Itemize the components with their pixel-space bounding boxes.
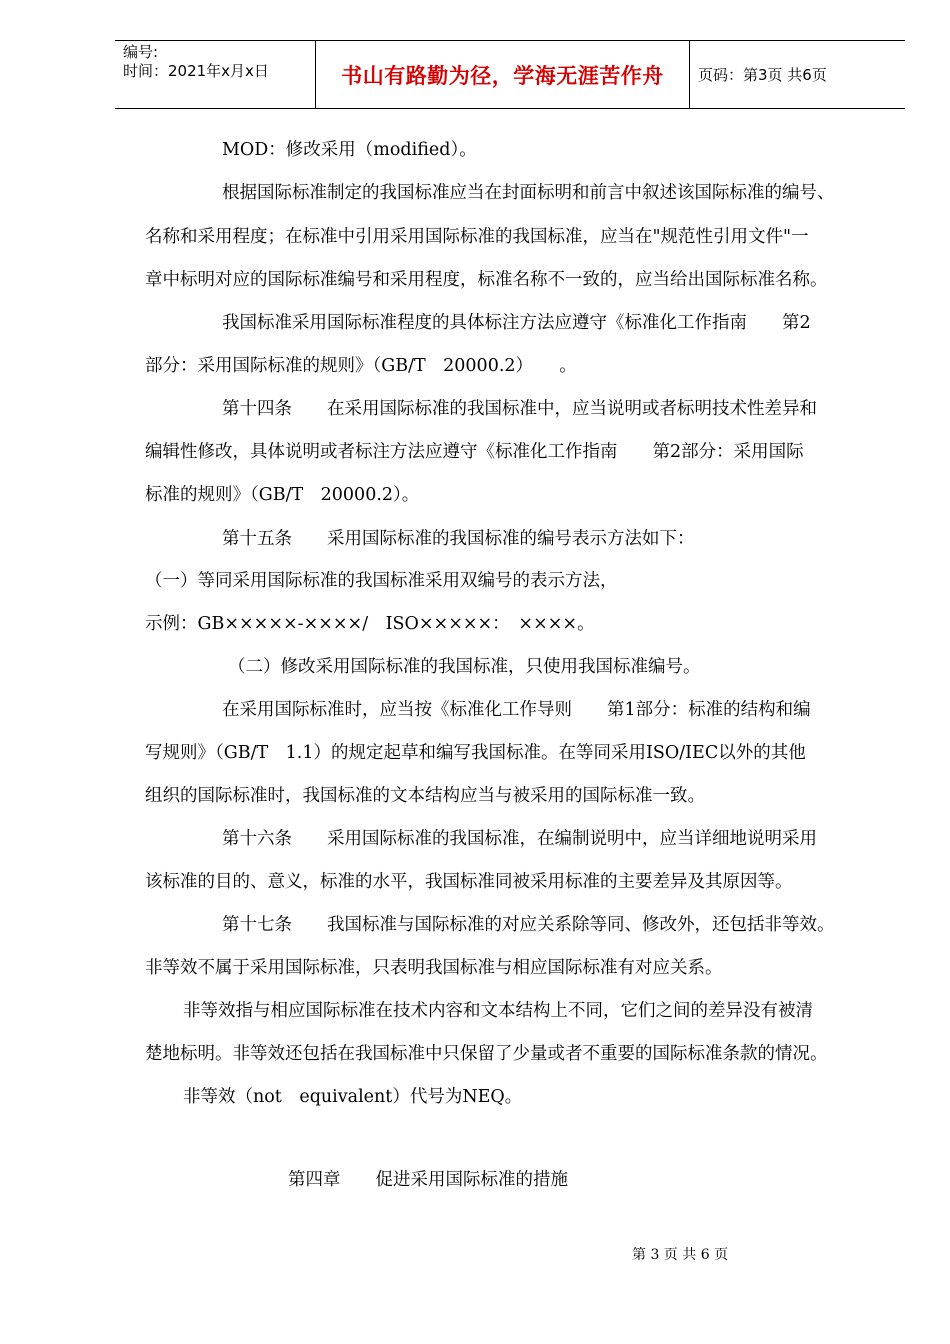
paragraph-line: 该标准的目的、意义，标准的水平，我国标准同被采用标准的主要差异及其原因等。	[145, 872, 793, 892]
paragraph-line: 在采用国际标准时，应当按《标准化工作导则 第1部分：标准的结构和编	[222, 700, 811, 720]
page-footer: 第 3 页 共 6 页	[632, 1247, 729, 1263]
paragraph-line: 第十七条 我国标准与国际标准的对应关系除等同、修改外，还包括非等效。	[222, 915, 835, 935]
paragraph-line: 编辑性修改，具体说明或者标注方法应遵守《标准化工作指南 第2部分：采用国际	[145, 442, 804, 462]
header-meta	[115, 41, 316, 108]
header-motto: 书山有路勤为径，学海无涯苦作舟	[341, 63, 664, 88]
paragraph-line: MOD：修改采用（modified）。	[222, 140, 477, 160]
article-heading-line: 第十五条 采用国际标准的我国标准的编号表示方法如下：	[222, 529, 695, 549]
chapter-heading: 第四章 促进采用国际标准的措施	[288, 1170, 568, 1190]
header-page-cell	[690, 41, 905, 108]
paragraph-line: 我国标准采用国际标准程度的具体标注方法应遵守《标准化工作指南 第2	[222, 313, 811, 333]
header-page-number: 页码：第3页 共6页	[698, 66, 827, 84]
page-header	[115, 40, 905, 109]
document-time-label: 时间：2021年x月x日	[123, 62, 269, 80]
paragraph-line: （二）修改采用国际标准的我国标准，只使用我国标准编号。	[228, 657, 701, 677]
paragraph-line: 标准的规则》（GB/T 20000.2）。	[145, 485, 420, 505]
paragraph-line: 楚地标明。非等效还包括在我国标准中只保留了少量或者不重要的国际标准条款的情况。	[145, 1044, 828, 1064]
paragraph-line: 组织的国际标准时，我国标准的文本结构应当与被采用的国际标准一致。	[145, 786, 705, 806]
paragraph-line: 第十六条 采用国际标准的我国标准，在编制说明中，应当详细地说明采用	[222, 829, 817, 849]
paragraph-line: 非等效指与相应国际标准在技术内容和文本结构上不同，它们之间的差异没有被清	[183, 1001, 813, 1021]
document-number-label: 编号:	[123, 43, 159, 61]
paragraph-line: 章中标明对应的国际标准编号和采用程度，标准名称不一致的，应当给出国际标准名称。	[145, 270, 828, 290]
paragraph-line: 部分：采用国际标准的规则》（GB/T 20000.2） 。	[145, 356, 577, 376]
paragraph-line: 非等效不属于采用国际标准，只表明我国标准与相应国际标准有对应关系。	[145, 958, 723, 978]
paragraph-line: 根据国际标准制定的我国标准应当在封面标明和前言中叙述该国际标准的编号、	[222, 183, 835, 203]
example-line: 示例：GB×××××-××××/ ISO×××××： ××××。	[145, 614, 595, 634]
paragraph-line: 非等效（not equivalent）代号为NEQ。	[183, 1087, 523, 1107]
paragraph-line: 名称和采用程度；在标准中引用采用国际标准的我国标准，应当在"规范性引用文件"一	[145, 227, 809, 247]
paragraph-line: （一）等同采用国际标准的我国标准采用双编号的表示方法，	[145, 571, 618, 591]
paragraph-line: 写规则》（GB/T 1.1）的规定起草和编写我国标准。在等同采用ISO/IEC以外的其他	[145, 743, 806, 763]
paragraph-line: 第十四条 在采用国际标准的我国标准中，应当说明或者标明技术性差异和	[222, 399, 817, 419]
header-motto-cell	[316, 41, 690, 108]
